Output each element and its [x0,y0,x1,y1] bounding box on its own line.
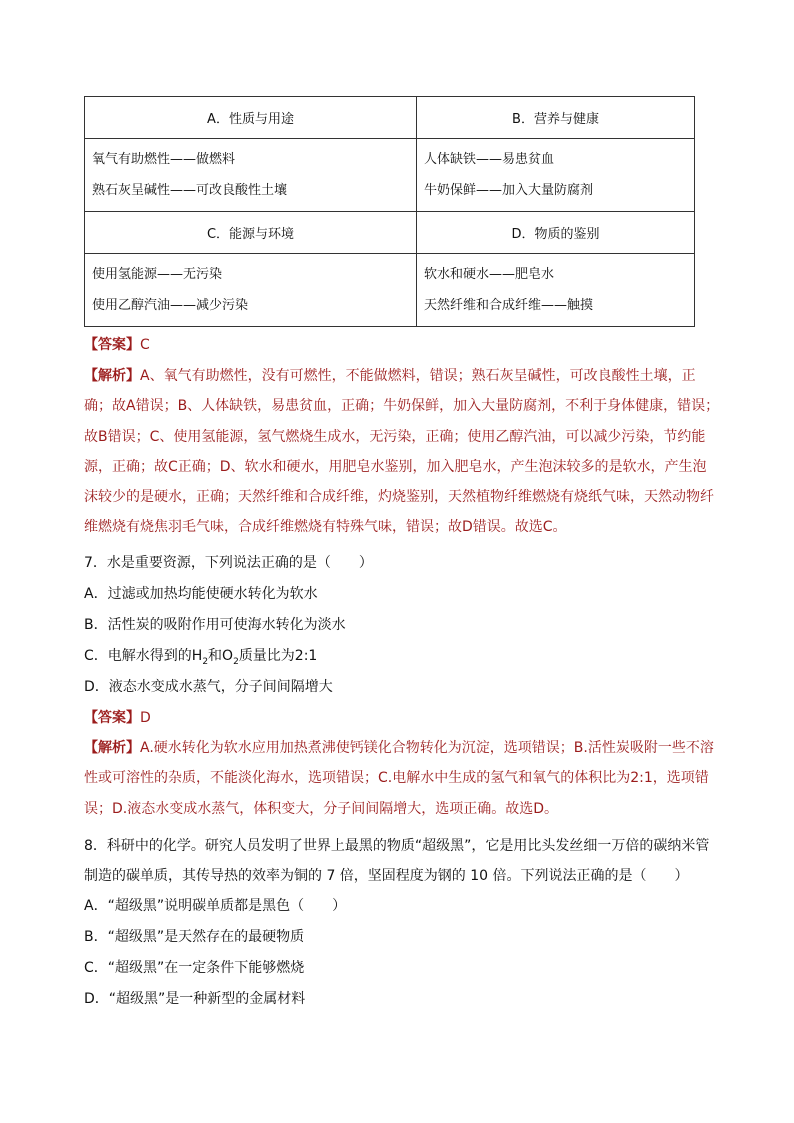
q6-answer [84,335,720,355]
explanation-text: A.硬水转化为软水应用加热煮沸使钙镁化合物转化为沉淀，选项错误；B.活性炭吸附一些不溶性或可溶性的杂质，不能淡化海水，选项错误；C.电解水中生成的氢气和氧气的体积比为2:1，选项错误；D.液态水变成水蒸气，体积变大，分子间间隔增大，选项正确。故选D。 [84,740,714,817]
table-cell-a [85,139,417,212]
q8-question: 8．科研中的化学。研究人员发明了世界上最黑的物质“超级黑”，它是用比头发丝细一万倍的碳纳米管制造的碳单质，其传导热的效率为铜的 7 倍，坚固程度为钢的 10 倍。下列说法正确的是（ ） [84,838,710,885]
q7-option-a: A．过滤或加热均能使硬水转化为软水 [84,586,318,602]
explanation-tag: 【解析】 [84,368,140,384]
q7-option-b: B．活性炭的吸附作用可使海水转化为淡水 [84,617,346,633]
q8-option-c: C．“超级黑”在一定条件下能够燃烧 [84,960,305,976]
q8-option-d: D．“超级黑”是一种新型的金属材料 [84,991,306,1007]
explanation-text: A、氧气有助燃性，没有可燃性，不能做燃料，错误；熟石灰呈碱性，可改良酸性土壤，正确；故A错误；B、人体缺铁，易患贫血，正确；牛奶保鲜，加入大量防腐剂，不利于身体健康，错误；故B错误；C、使用氢能源，氢气燃烧生成水，无污染，正确；使用乙醇汽油，可以减少污染，节约能源，正确；故C正确；D、软水和硬水，用肥皂水鉴别，加入肥皂水，产生泡沫较多的是软水，产生泡沫较少的是硬水，正确；天然纤维和合成纤维，灼烧鉴别，天然植物纤维燃烧有烧纸气味，天然动物纤维燃烧有烧焦羽毛气味，合成纤维燃烧有特殊气味，错误；故D错误。故选C。 [84,368,720,536]
comparison-table [84,96,695,327]
table-cell-c [85,254,417,327]
subscript: 2 [202,656,209,667]
q7-question: 7．水是重要资源，下列说法正确的是（ ） [84,555,373,571]
table-line: 使用乙醇汽油——减少污染 [92,298,249,313]
q7-option-d: D．液态水变成水蒸气，分子间间隔增大 [84,679,333,695]
explanation-tag: 【解析】 [84,740,140,756]
table-head-a: A．性质与用途 [85,97,417,139]
table-line: 熟石灰呈碱性——可改良酸性土壤 [92,183,288,198]
answer-value: C [140,337,150,353]
q7-explanation [84,733,720,824]
table-cell-d [417,254,695,327]
table-line: 天然纤维和合成纤维——触摸 [424,298,594,313]
answer-value: D [140,710,151,726]
table-line: 软水和硬水——肥皂水 [424,267,555,282]
table-line: 氧气有助燃性——做燃料 [92,152,236,167]
table-head-c: C．能源与环境 [85,212,417,254]
table-head-b: B．营养与健康 [417,97,695,139]
option-text: 质量比为2:1 [238,648,318,664]
option-text: 和O [208,648,234,664]
table-head-d: D．物质的鉴别 [417,212,695,254]
table-line: 使用氢能源——无污染 [92,267,223,282]
table-cell-b [417,139,695,212]
q7-answer [84,708,720,728]
answer-tag: 【答案】 [84,337,140,353]
subscript: 2 [233,656,239,667]
q8-option-b: B．“超级黑”是天然存在的最硬物质 [84,929,305,945]
option-text: C．电解水得到的H [84,648,203,664]
q8-option-a: A．“超级黑”说明碳单质都是黑色（ ） [84,898,347,914]
q7-option-c [84,646,720,666]
q6-explanation [84,361,720,543]
answer-tag: 【答案】 [84,710,140,726]
table-line: 牛奶保鲜——加入大量防腐剂 [424,183,594,198]
table-line: 人体缺铁——易患贫血 [424,152,555,167]
